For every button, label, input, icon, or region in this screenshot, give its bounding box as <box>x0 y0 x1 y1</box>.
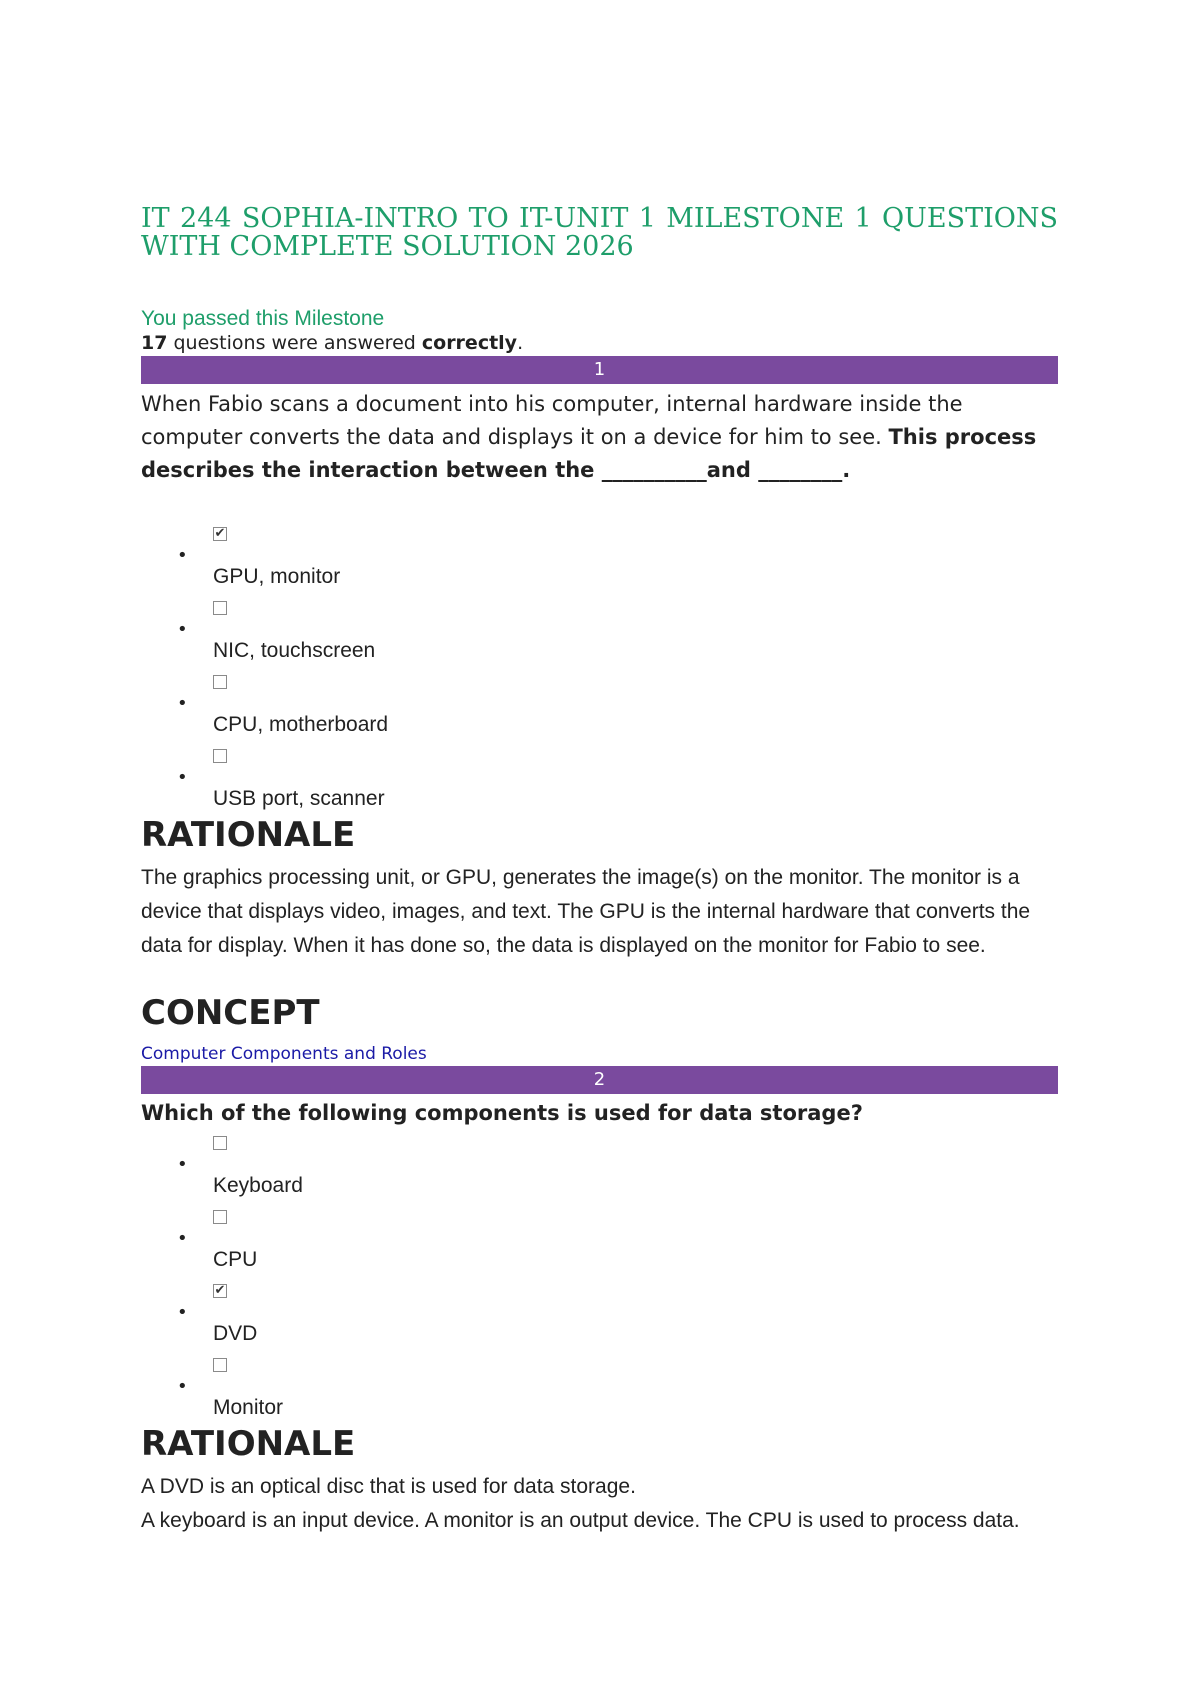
concept-heading: CONCEPT <box>141 993 320 1033</box>
option-label: DVD <box>213 1322 258 1345</box>
concept-link[interactable]: Computer Components and Roles <box>141 1044 427 1064</box>
option-label: Monitor <box>213 1396 284 1419</box>
question-1-header: 1 <box>141 356 1058 384</box>
bullet-icon: • <box>177 545 188 566</box>
question-1-options <box>141 527 741 823</box>
option-label: CPU <box>213 1248 258 1271</box>
rationale-text-line-2: A keyboard is an input device. A monitor is an output device. The CPU is used to process data. <box>141 1509 1020 1532</box>
title-line-1: IT 244 SOPHIA-INTRO TO IT-UNIT 1 MILESTONE 1 QUESTIONS <box>141 203 1058 234</box>
bullet-icon: • <box>177 619 188 640</box>
document-title <box>141 205 1058 261</box>
answer-option[interactable] <box>141 1210 741 1284</box>
score-period: . <box>517 332 524 354</box>
score-summary <box>141 332 523 354</box>
checkbox-icon[interactable] <box>213 675 227 689</box>
question-1-text-part1: When Fabio scans a document into his computer, internal hardware inside the computer converts the data and displays it on a device for him to see. <box>141 392 963 449</box>
checkbox-checked-icon[interactable]: ✔ <box>214 1283 226 1298</box>
checkbox-icon[interactable] <box>213 1210 227 1224</box>
question-1-text-part2: This process describes the interaction between the __________and ________. <box>141 425 1037 482</box>
rationale-text-line-1: A DVD is an optical disc that is used for data storage. <box>141 1475 636 1498</box>
bullet-icon: • <box>177 693 188 714</box>
rationale-heading: RATIONALE <box>141 815 356 855</box>
option-label: Keyboard <box>213 1174 303 1197</box>
checkbox-icon[interactable] <box>213 601 227 615</box>
answer-option[interactable] <box>141 601 741 675</box>
rationale-heading: RATIONALE <box>141 1424 356 1464</box>
answer-option[interactable] <box>141 1284 741 1358</box>
question-2-options <box>141 1136 741 1432</box>
option-label: GPU, monitor <box>213 565 341 588</box>
answer-option[interactable] <box>141 749 741 823</box>
title-line-2: WITH COMPLETE SOLUTION 2026 <box>141 231 634 262</box>
answer-option[interactable] <box>141 1136 741 1210</box>
question-2-header: 2 <box>141 1066 1058 1094</box>
answer-option[interactable] <box>141 527 741 601</box>
bullet-icon: • <box>177 1228 188 1249</box>
pass-message: You passed this Milestone <box>141 307 385 330</box>
bullet-icon: • <box>177 1154 188 1175</box>
answer-option[interactable] <box>141 675 741 749</box>
score-middle: questions were answered <box>167 332 422 354</box>
checkbox-icon[interactable] <box>213 1358 227 1372</box>
score-count: 17 <box>141 332 168 354</box>
score-end: correctly <box>421 332 518 354</box>
bullet-icon: • <box>177 1376 188 1397</box>
option-label: CPU, motherboard <box>213 713 389 736</box>
rationale-text: The graphics processing unit, or GPU, generates the image(s) on the monitor. The monitor is a device that displays video, images, and text. The GPU is the internal hardware that converts the data for display. When it has done so, the data is displayed on the monitor for Fabio to see. <box>141 866 1031 957</box>
bullet-icon: • <box>177 767 188 788</box>
answer-option[interactable] <box>141 1358 741 1432</box>
question-1-text <box>141 388 1058 487</box>
checkbox-icon[interactable] <box>213 1136 227 1150</box>
option-label: USB port, scanner <box>213 787 385 810</box>
question-2-text: Which of the following components is used for data storage? <box>141 1101 863 1125</box>
option-label: NIC, touchscreen <box>213 639 376 662</box>
checkbox-checked-icon[interactable]: ✔ <box>214 526 226 541</box>
checkbox-icon[interactable] <box>213 749 227 763</box>
bullet-icon: • <box>177 1302 188 1323</box>
